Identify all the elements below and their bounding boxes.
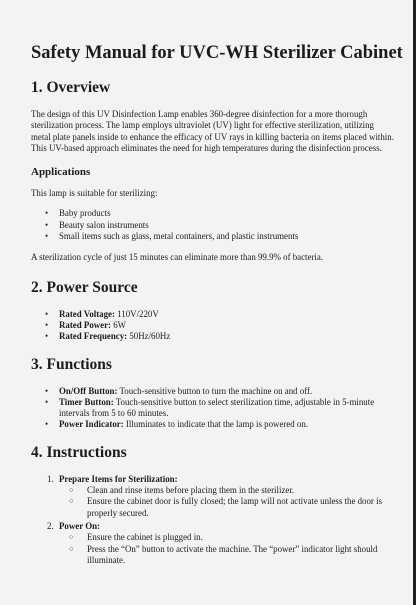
sub-item: ○ Ensure the cabinet door is fully closed; the lamp will not activate unless the door is properly secured. [69,496,395,519]
spec-label: Rated Power: [59,319,111,330]
step-sublist [59,485,395,519]
function-desc: Touch-sensitive button to select sterilization time, adjustable in 5-minute intervals from 5 to 60 minutes. [59,396,375,419]
list-item [45,331,395,342]
page-title: Safety Manual for UVC-WH Sterilizer Cabinet [31,43,403,63]
list-item [45,309,395,320]
function-desc: Illuminates to indicate that the lamp is powered on. [125,419,309,430]
instruction-step [47,474,395,519]
sub-item: ○ Press the “On” button to activate the machine. The “power” indicator light should illuminate. [69,544,395,567]
spec-value: 50Hz/60Hz [129,331,171,342]
applications-list [31,208,395,242]
cycle-note: A sterilization cycle of just 15 minutes can eliminate more than 99.9% of bacteria. [31,252,324,263]
list-item [45,397,395,420]
overview-paragraph: The design of this UV Disinfection Lamp enables 360-degree disinfection for a more thorough sterilization process. The lamp employs ultraviolet (UV) light for effective sterilization, utilizing metal plate panels inside to enhance the efficacy of UV rays in killing bacteria on items placed within. This UV-based approach eliminates the need for high temperatures during the disinfection process. [31,109,394,153]
instructions-list [31,474,395,566]
list-item [45,386,395,397]
step-title: Prepare Items for Sterilization: [59,473,178,484]
list-item [45,320,395,331]
spec-value: 6W [113,319,127,330]
list-item: • Small items such as glass, metal containers, and plastic instruments [45,231,395,242]
step-title: Power On: [59,520,100,531]
spec-value: 110V/220V [117,308,159,319]
sub-item: ○ Ensure the cabinet is plugged in. [69,532,395,543]
list-item [45,419,395,430]
applications-heading: Applications [31,166,91,179]
list-item: • Baby products [45,208,395,219]
instructions-heading: 4. Instructions [31,443,127,461]
function-label: Timer Button: [59,396,114,407]
function-label: Power Indicator: [59,419,124,430]
step-number: 2. [47,520,54,531]
spec-label: Rated Voltage: [59,308,115,319]
instruction-step [47,521,395,566]
sub-item: ○ Clean and rinse items before placing them in the sterilizer. [69,485,395,496]
functions-heading: 3. Functions [31,355,112,373]
functions-list [31,386,395,431]
spec-label: Rated Frequency: [59,331,128,342]
power-spec-list [31,309,395,343]
power-heading: 2. Power Source [31,278,138,296]
applications-intro: This lamp is suitable for sterilizing: [31,188,158,199]
function-label: On/Off Button: [59,385,118,396]
list-item: • Beauty salon instruments [45,220,395,231]
step-number: 1. [47,473,54,484]
function-desc: Touch-sensitive button to turn the machine on and off. [119,385,313,396]
step-sublist [59,532,395,566]
overview-heading: 1. Overview [31,79,111,96]
